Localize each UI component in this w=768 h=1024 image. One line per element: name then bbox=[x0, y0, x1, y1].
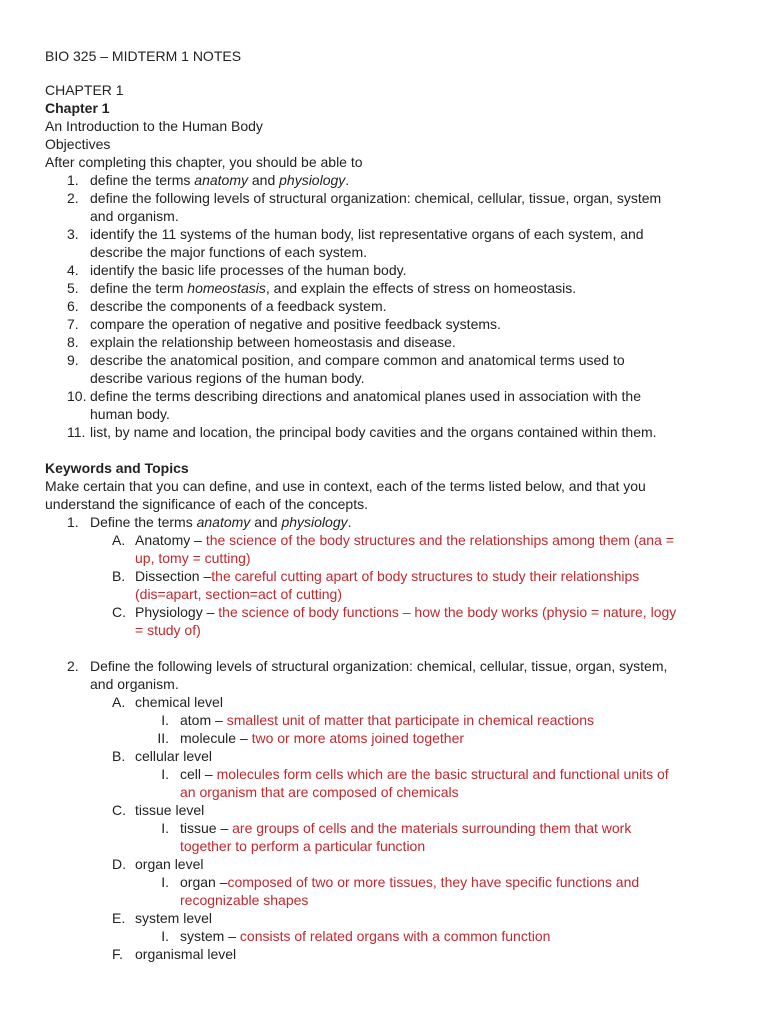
objective-number: 6. bbox=[67, 298, 79, 314]
term-label: Dissection – bbox=[135, 568, 212, 584]
document-header: BIO 325 – MIDTERM 1 NOTES bbox=[45, 48, 242, 64]
keywords-heading: Keywords and Topics bbox=[45, 460, 189, 476]
term-label: organ – bbox=[180, 874, 228, 890]
item-letter: A. bbox=[112, 694, 126, 710]
term-label: Physiology – bbox=[135, 604, 219, 620]
chapter-heading-upper: CHAPTER 1 bbox=[45, 82, 124, 98]
objectives-list bbox=[45, 171, 725, 441]
objective-item: 9. describe the anatomical position, and compare common and anatomical terms used to describe various regions of the human body. bbox=[67, 352, 625, 386]
definition-text: the science of the body structures and the relationships among them (ana = bbox=[205, 532, 674, 548]
definition-text: molecules form cells which are the basic structural and functional units of bbox=[216, 766, 669, 782]
term-label: atom – bbox=[180, 712, 227, 728]
level-name: organismal level bbox=[135, 946, 237, 962]
roman-numeral: I. bbox=[161, 766, 169, 782]
item-letter: E. bbox=[112, 910, 126, 926]
level-name: chemical level bbox=[135, 694, 223, 710]
item-letter: C. bbox=[112, 604, 126, 620]
level-item bbox=[45, 801, 725, 819]
definition-text-cont: = study of) bbox=[135, 622, 201, 638]
term-label: cell – bbox=[180, 766, 217, 782]
definition-text-cont: up, tomy = cutting) bbox=[135, 550, 251, 566]
objective-item: 8. explain the relationship between homeostasis and disease. bbox=[67, 334, 456, 350]
objective-number: 8. bbox=[67, 334, 79, 350]
roman-numeral: I. bbox=[161, 820, 169, 836]
objective-item: 1. define the terms anatomy and physiology. bbox=[67, 172, 350, 188]
objective-number: 3. bbox=[67, 226, 79, 242]
objective-number: 9. bbox=[67, 352, 79, 368]
objective-item: 3. identify the 11 systems of the human body, list representative organs of each system, and describe the major functions of each system. bbox=[67, 226, 644, 260]
topic-item: 2. Define the following levels of structural organization: chemical, cellular, tissue, organ, system, and organism. bbox=[67, 658, 668, 692]
objective-number: 2. bbox=[67, 190, 79, 206]
level-subitem bbox=[45, 819, 725, 855]
item-letter: C. bbox=[112, 802, 126, 818]
level-name: system level bbox=[135, 910, 213, 926]
definition-item bbox=[45, 603, 725, 639]
objective-item: 2. define the following levels of structural organization: chemical, cellular, tissue, organ, system and organism. bbox=[67, 190, 662, 224]
roman-numeral: I. bbox=[161, 712, 169, 728]
item-letter: B. bbox=[112, 568, 126, 584]
level-item bbox=[45, 909, 725, 927]
keywords-intro-line1: Make certain that you can define, and use in context, each of the terms listed below, and that you bbox=[45, 478, 646, 494]
item-letter: F. bbox=[112, 946, 123, 962]
objective-number: 4. bbox=[67, 262, 79, 278]
level-subitem bbox=[45, 711, 725, 729]
level-item bbox=[45, 855, 725, 873]
definition-text: smallest unit of matter that participate in chemical reactions bbox=[226, 712, 594, 728]
objective-number: 7. bbox=[67, 316, 79, 332]
roman-numeral: I. bbox=[161, 928, 169, 944]
level-item bbox=[45, 945, 725, 963]
definition-item bbox=[45, 531, 725, 567]
chapter-heading-bold: Chapter 1 bbox=[45, 100, 110, 116]
objective-item: 4. identify the basic life processes of the human body. bbox=[67, 262, 407, 278]
objectives-heading: Objectives bbox=[45, 136, 111, 152]
item-letter: A. bbox=[112, 532, 126, 548]
keywords-intro-line2: understand the significance of each of the concepts. bbox=[45, 496, 368, 512]
objective-number: 10. bbox=[67, 388, 87, 404]
objective-item: 11. list, by name and location, the principal body cavities and the organs contained within them. bbox=[67, 424, 657, 440]
term-label: Anatomy – bbox=[135, 532, 206, 548]
level-subitem bbox=[45, 873, 725, 909]
definition-text: the careful cutting apart of body structures to study their relationships bbox=[211, 568, 640, 584]
objective-number: 1. bbox=[67, 172, 79, 188]
level-name: tissue level bbox=[135, 802, 205, 818]
topic-number: 1. bbox=[67, 514, 79, 530]
level-subitem bbox=[45, 729, 725, 747]
definition-text-cont: an organism that are composed of chemicals bbox=[180, 784, 459, 800]
term-label: system – bbox=[180, 928, 240, 944]
definition-text: two or more atoms joined together bbox=[251, 730, 465, 746]
definition-text-cont: (dis=apart, section=act of cutting) bbox=[135, 586, 342, 602]
definition-text: the science of body functions – how the body works (physio = nature, logy bbox=[218, 604, 677, 620]
item-letter: D. bbox=[112, 856, 126, 872]
definition-text: composed of two or more tissues, they have specific functions and bbox=[227, 874, 640, 890]
objective-number: 5. bbox=[67, 280, 79, 296]
definition-text-cont: recognizable shapes bbox=[180, 892, 309, 908]
objective-item: 10. define the terms describing directions and anatomical planes used in association with the human body. bbox=[67, 388, 641, 422]
topic-item: 1. Define the terms anatomy and physiology. bbox=[67, 514, 352, 530]
topic-number: 2. bbox=[67, 658, 79, 674]
objective-number: 11. bbox=[67, 424, 86, 440]
definition-text-cont: together to perform a particular function bbox=[180, 838, 426, 854]
level-subitem bbox=[45, 927, 725, 945]
level-item bbox=[45, 693, 725, 711]
definition-text: are groups of cells and the materials surrounding them that work bbox=[232, 820, 632, 836]
term-label: molecule – bbox=[180, 730, 252, 746]
level-name: cellular level bbox=[135, 748, 213, 764]
item-letter: B. bbox=[112, 748, 126, 764]
objectives-intro: After completing this chapter, you should be able to bbox=[45, 154, 363, 170]
definition-text: consists of related organs with a common function bbox=[239, 928, 551, 944]
chapter-title: An Introduction to the Human Body bbox=[45, 118, 263, 134]
level-item bbox=[45, 747, 725, 765]
roman-numeral: II. bbox=[157, 730, 169, 746]
document-page bbox=[45, 47, 725, 963]
definition-item bbox=[45, 567, 725, 603]
objective-item: 7. compare the operation of negative and positive feedback systems. bbox=[67, 316, 501, 332]
term-label: tissue – bbox=[180, 820, 233, 836]
objective-item: 5. define the term homeostasis, and explain the effects of stress on homeostasis. bbox=[67, 280, 577, 296]
level-subitem bbox=[45, 765, 725, 801]
roman-numeral: I. bbox=[161, 874, 169, 890]
objective-item: 6. describe the components of a feedback system. bbox=[67, 298, 387, 314]
level-name: organ level bbox=[135, 856, 204, 872]
